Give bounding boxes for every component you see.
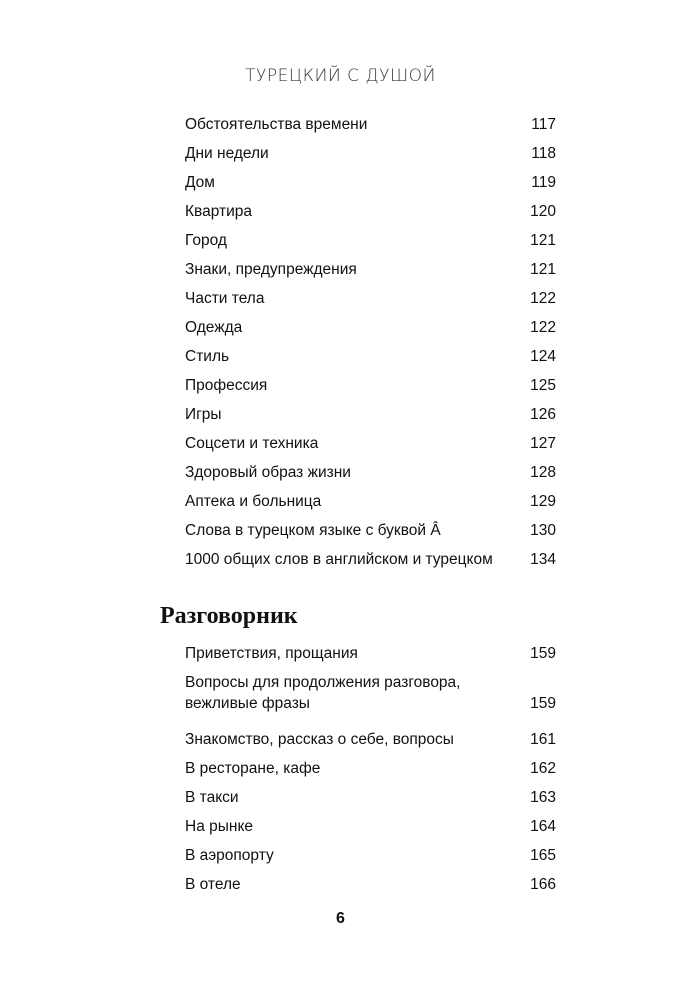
toc-entry-title: Слова в турецком языке с буквой Â bbox=[185, 522, 441, 539]
toc-entry-title: В такси bbox=[185, 789, 239, 806]
toc-entry-title-line: вежливые фразы bbox=[185, 695, 310, 712]
toc-entry-page: 163 bbox=[530, 789, 556, 806]
toc-entry-title: Одежда bbox=[185, 319, 243, 336]
toc-entry[interactable] bbox=[185, 758, 556, 787]
toc-entry[interactable] bbox=[185, 143, 556, 172]
toc-entry[interactable] bbox=[185, 201, 556, 230]
toc-entry[interactable] bbox=[185, 346, 556, 375]
toc-entry[interactable] bbox=[185, 643, 556, 672]
toc-entry[interactable] bbox=[185, 114, 556, 143]
toc-entry[interactable] bbox=[185, 816, 556, 845]
toc-entry-title: Знаки, предупреждения bbox=[185, 261, 357, 278]
toc-entry[interactable] bbox=[185, 787, 556, 816]
toc-entry-page: 125 bbox=[530, 377, 556, 394]
page-number: 6 bbox=[336, 910, 345, 927]
toc-entry-title: В ресторане, кафе bbox=[185, 760, 321, 777]
toc-entry-page: 121 bbox=[530, 261, 556, 278]
toc-list-first bbox=[185, 114, 556, 578]
toc-entry[interactable] bbox=[185, 172, 556, 201]
toc-entry-title: Обстоятельства времени bbox=[185, 116, 368, 133]
toc-entry-page: 122 bbox=[530, 319, 556, 336]
toc-entry-title-line: Вопросы для продолжения разговора, bbox=[185, 674, 461, 691]
toc-entry-page: 164 bbox=[530, 818, 556, 835]
toc-entry-page: 126 bbox=[530, 406, 556, 423]
toc-entry[interactable] bbox=[185, 404, 556, 433]
toc-entry[interactable] bbox=[185, 259, 556, 288]
toc-entry-page: 119 bbox=[531, 174, 556, 191]
toc-entry-title: В отеле bbox=[185, 876, 241, 893]
toc-entry-page: 118 bbox=[531, 145, 556, 162]
toc-entry-page: 122 bbox=[530, 290, 556, 307]
toc-entry-page: 130 bbox=[530, 522, 556, 539]
toc-entry-title: Аптека и больница bbox=[185, 493, 322, 510]
toc-entry[interactable] bbox=[185, 520, 556, 549]
toc-entry-page: 124 bbox=[530, 348, 556, 365]
toc-entry[interactable] bbox=[185, 230, 556, 259]
toc-entry[interactable] bbox=[185, 729, 556, 758]
toc-entry-page: 162 bbox=[530, 760, 556, 777]
toc-entry-title: В аэропорту bbox=[185, 847, 274, 864]
toc-entry-title: Дом bbox=[185, 174, 215, 191]
toc-entry-title: 1000 общих слов в английском и турецком bbox=[185, 551, 493, 568]
toc-entry-page: 120 bbox=[530, 203, 556, 220]
toc-entry-title: Стиль bbox=[185, 348, 230, 365]
toc-entry-page: 128 bbox=[530, 464, 556, 481]
toc-entry-title: Знакомство, рассказ о себе, вопросы bbox=[185, 731, 454, 748]
toc-entry-page: 161 bbox=[530, 731, 556, 748]
toc-entry[interactable] bbox=[185, 462, 556, 491]
toc-entry[interactable] bbox=[185, 375, 556, 404]
toc-entry[interactable] bbox=[185, 874, 556, 903]
toc-list-second bbox=[185, 643, 556, 903]
running-head: ТУРЕЦКИЙ С ДУШОЙ bbox=[245, 66, 436, 86]
toc-entry-page: 165 bbox=[530, 847, 556, 864]
toc-entry-page: 159 bbox=[530, 695, 556, 712]
toc-entry[interactable] bbox=[185, 549, 556, 578]
toc-entry-page: 159 bbox=[530, 645, 556, 662]
toc-entry-title bbox=[185, 672, 530, 714]
toc-entry[interactable] bbox=[185, 433, 556, 462]
toc-entry-title: Здоровый образ жизни bbox=[185, 464, 351, 481]
section-heading: Разговорник bbox=[160, 603, 298, 629]
toc-entry[interactable] bbox=[185, 845, 556, 874]
toc-entry-title: Игры bbox=[185, 406, 222, 423]
toc-entry[interactable] bbox=[185, 672, 556, 729]
toc-entry-title: Дни недели bbox=[185, 145, 269, 162]
toc-entry[interactable] bbox=[185, 491, 556, 520]
toc-entry[interactable] bbox=[185, 288, 556, 317]
toc-entry-title: Приветствия, прощания bbox=[185, 645, 358, 662]
toc-entry-page: 117 bbox=[531, 116, 556, 133]
toc-entry-title: Профессия bbox=[185, 377, 268, 394]
toc-entry-title: На рынке bbox=[185, 818, 254, 835]
toc-entry[interactable] bbox=[185, 317, 556, 346]
toc-entry-page: 127 bbox=[530, 435, 556, 452]
toc-entry-title: Квартира bbox=[185, 203, 252, 220]
toc-entry-page: 134 bbox=[530, 551, 556, 568]
toc-entry-title: Город bbox=[185, 232, 227, 249]
toc-entry-title: Соцсети и техника bbox=[185, 435, 319, 452]
toc-entry-page: 129 bbox=[530, 493, 556, 510]
toc-entry-page: 166 bbox=[530, 876, 556, 893]
toc-entry-title: Части тела bbox=[185, 290, 265, 307]
toc-entry-page: 121 bbox=[530, 232, 556, 249]
